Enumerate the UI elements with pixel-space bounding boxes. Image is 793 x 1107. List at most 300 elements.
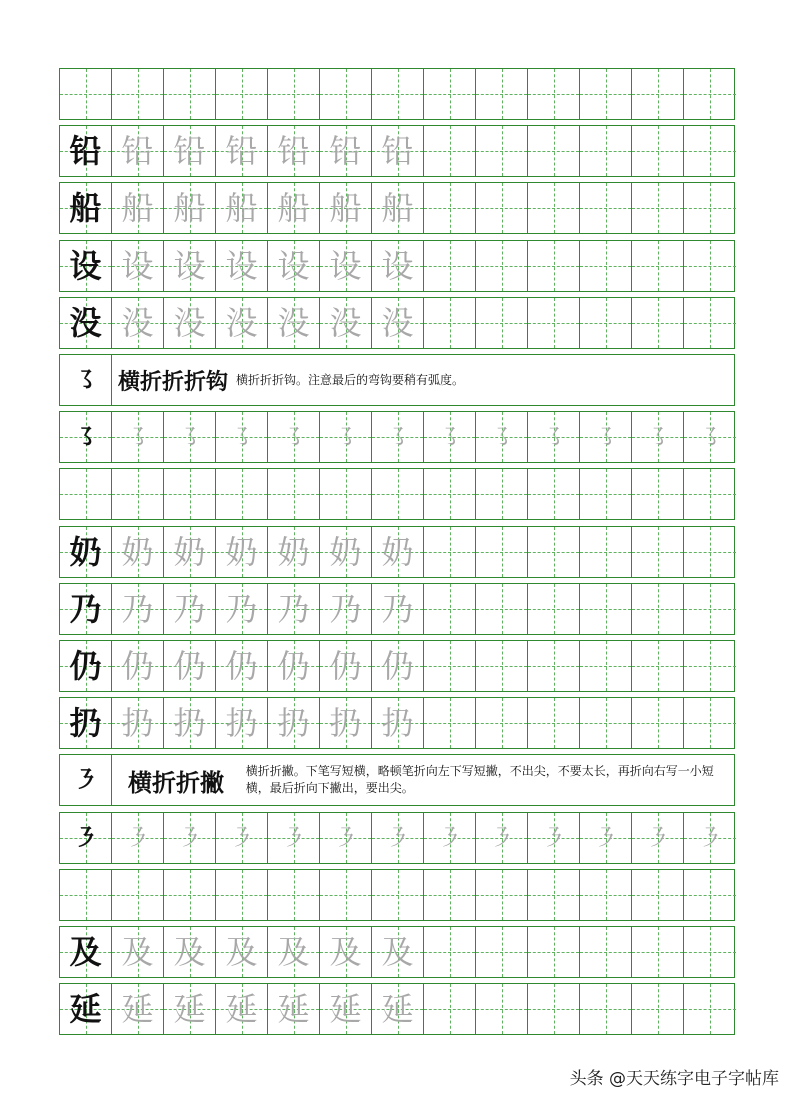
grid-cell xyxy=(216,813,268,863)
grid-cell xyxy=(320,183,372,233)
trace-character: ㇌ xyxy=(698,423,722,451)
grid-cell xyxy=(112,412,164,462)
grid-cell xyxy=(268,469,320,519)
grid-cell xyxy=(580,241,632,291)
grid-cell xyxy=(320,298,372,348)
grid-cell xyxy=(528,69,580,119)
grid-cell xyxy=(60,813,112,863)
trace-character: 铅 xyxy=(381,132,414,170)
grid-cell xyxy=(60,870,112,920)
grid-cell xyxy=(684,641,736,691)
grid-cell xyxy=(424,412,476,462)
grid-cell xyxy=(632,298,684,348)
trace-character: 铅 xyxy=(173,132,206,170)
grid-cell xyxy=(164,298,216,348)
grid-cell xyxy=(320,241,372,291)
grid-cell xyxy=(164,813,216,863)
grid-cell xyxy=(424,241,476,291)
trace-character: 及 xyxy=(277,933,310,971)
grid-cell xyxy=(164,584,216,634)
trace-character: ㇋ xyxy=(177,824,202,852)
grid-cell xyxy=(60,183,112,233)
grid-cell xyxy=(372,927,424,977)
grid-cell xyxy=(476,641,528,691)
grid-cell xyxy=(164,698,216,748)
trace-character: 扔 xyxy=(277,704,310,742)
grid-row xyxy=(59,411,735,463)
grid-cell xyxy=(424,126,476,176)
trace-character: ㇌ xyxy=(333,423,358,451)
trace-character: 设 xyxy=(381,247,414,285)
grid-row xyxy=(59,68,735,120)
grid-cell xyxy=(372,412,424,462)
grid-cell xyxy=(372,69,424,119)
grid-cell xyxy=(268,412,320,462)
grid-cell xyxy=(164,641,216,691)
trace-character: 铅 xyxy=(121,132,154,170)
trace-character: 船 xyxy=(225,189,258,227)
grid-cell xyxy=(216,412,268,462)
grid-cell xyxy=(60,241,112,291)
grid-cell xyxy=(580,469,632,519)
grid-cell xyxy=(684,813,736,863)
trace-character: ㇋ xyxy=(541,824,566,852)
grid-cell xyxy=(580,698,632,748)
grid-cell xyxy=(684,698,736,748)
grid-cell xyxy=(632,412,684,462)
grid-cell xyxy=(60,584,112,634)
grid-cell xyxy=(580,298,632,348)
grid-cell xyxy=(60,298,112,348)
trace-character: 扔 xyxy=(173,704,206,742)
grid-cell xyxy=(268,641,320,691)
trace-character: 设 xyxy=(121,247,154,285)
trace-character: 扔 xyxy=(225,704,258,742)
trace-character: 铅 xyxy=(277,132,310,170)
grid-cell xyxy=(476,527,528,577)
model-character: 延 xyxy=(69,990,102,1028)
trace-character: 船 xyxy=(173,189,206,227)
grid-cell xyxy=(216,641,268,691)
grid-cell xyxy=(424,984,476,1034)
grid-cell xyxy=(268,126,320,176)
grid-cell xyxy=(424,927,476,977)
grid-cell xyxy=(528,298,580,348)
grid-cell xyxy=(476,69,528,119)
stroke-lesson-row xyxy=(59,754,735,806)
grid-cell xyxy=(112,927,164,977)
grid-cell xyxy=(60,126,112,176)
trace-character: 奶 xyxy=(381,533,414,571)
trace-character: 乃 xyxy=(225,590,258,628)
grid-cell xyxy=(476,984,528,1034)
grid-cell xyxy=(320,469,372,519)
stroke-description: 横折折折钩。注意最后的弯钩要稍有弧度。 xyxy=(236,372,465,387)
grid-cell xyxy=(60,984,112,1034)
grid-cell xyxy=(476,183,528,233)
grid-cell xyxy=(268,870,320,920)
model-character: 奶 xyxy=(69,533,102,571)
grid-cell xyxy=(476,584,528,634)
trace-character: 仍 xyxy=(225,647,258,685)
grid-cell xyxy=(216,183,268,233)
grid-cell xyxy=(528,241,580,291)
grid-cell xyxy=(632,69,684,119)
trace-character: 延 xyxy=(121,990,154,1028)
grid-cell xyxy=(580,641,632,691)
stroke-glyph: ㇌ xyxy=(73,365,98,394)
trace-character: 奶 xyxy=(225,533,258,571)
grid-cell xyxy=(476,298,528,348)
trace-character: ㇌ xyxy=(593,423,618,451)
model-character: 船 xyxy=(69,189,102,227)
grid-cell xyxy=(424,527,476,577)
grid-cell xyxy=(216,298,268,348)
grid-cell xyxy=(112,813,164,863)
trace-character: 延 xyxy=(173,990,206,1028)
grid-cell xyxy=(268,527,320,577)
grid-cell xyxy=(60,927,112,977)
grid-cell xyxy=(528,412,580,462)
grid-row xyxy=(59,869,735,921)
grid-cell xyxy=(112,584,164,634)
grid-cell xyxy=(684,584,736,634)
grid-cell xyxy=(372,984,424,1034)
trace-character: 没 xyxy=(381,304,414,342)
grid-cell xyxy=(320,412,372,462)
trace-character: 铅 xyxy=(329,132,362,170)
grid-cell xyxy=(164,984,216,1034)
trace-character: ㇌ xyxy=(229,423,254,451)
grid-cell xyxy=(164,241,216,291)
grid-row xyxy=(59,583,735,635)
grid-cell xyxy=(320,126,372,176)
grid-cell xyxy=(216,927,268,977)
model-character: 及 xyxy=(69,933,102,971)
grid-cell xyxy=(320,527,372,577)
grid-row xyxy=(59,640,735,692)
grid-cell xyxy=(684,183,736,233)
grid-cell xyxy=(684,469,736,519)
grid-cell xyxy=(424,641,476,691)
trace-character: ㇋ xyxy=(489,824,514,852)
grid-cell xyxy=(424,298,476,348)
watermark-footer xyxy=(570,1064,779,1089)
grid-cell xyxy=(60,698,112,748)
trace-character: 铅 xyxy=(225,132,258,170)
stroke-glyph: ㇋ xyxy=(73,765,98,794)
stroke-cell xyxy=(60,355,112,405)
model-character: 扔 xyxy=(69,704,102,742)
grid-cell xyxy=(216,241,268,291)
model-character: ㇌ xyxy=(73,422,98,451)
trace-character: ㇋ xyxy=(698,824,722,852)
grid-cell xyxy=(580,927,632,977)
trace-character: ㇌ xyxy=(125,423,150,451)
grid-cell xyxy=(372,870,424,920)
grid-cell xyxy=(580,126,632,176)
trace-character: ㇌ xyxy=(281,423,306,451)
model-character: ㇋ xyxy=(73,823,98,852)
grid-cell xyxy=(580,870,632,920)
grid-cell xyxy=(216,984,268,1034)
stroke-title: 横折折折钩 xyxy=(118,368,229,395)
grid-cell xyxy=(372,698,424,748)
grid-cell xyxy=(216,698,268,748)
grid-cell xyxy=(424,183,476,233)
grid-cell xyxy=(684,984,736,1034)
grid-cell xyxy=(580,584,632,634)
grid-cell xyxy=(476,698,528,748)
grid-cell xyxy=(424,69,476,119)
trace-character: 没 xyxy=(225,304,258,342)
trace-character: 没 xyxy=(277,304,310,342)
grid-cell xyxy=(268,813,320,863)
trace-character: ㇋ xyxy=(333,824,358,852)
grid-cell xyxy=(528,126,580,176)
trace-character: 扔 xyxy=(381,704,414,742)
stroke-lesson-row xyxy=(59,354,735,406)
trace-character: 乃 xyxy=(329,590,362,628)
grid-row xyxy=(59,526,735,578)
grid-cell xyxy=(632,584,684,634)
grid-cell xyxy=(372,527,424,577)
trace-character: 设 xyxy=(173,247,206,285)
trace-character: 奶 xyxy=(173,533,206,571)
grid-cell xyxy=(164,412,216,462)
trace-character: 设 xyxy=(225,247,258,285)
grid-cell xyxy=(684,870,736,920)
grid-cell xyxy=(164,126,216,176)
grid-row xyxy=(59,926,735,978)
grid-cell xyxy=(528,698,580,748)
grid-cell xyxy=(216,69,268,119)
trace-character: 船 xyxy=(381,189,414,227)
grid-cell xyxy=(60,641,112,691)
trace-character: 延 xyxy=(277,990,310,1028)
trace-character: 及 xyxy=(173,933,206,971)
grid-cell xyxy=(476,126,528,176)
grid-cell xyxy=(268,241,320,291)
trace-character: 乃 xyxy=(173,590,206,628)
grid-cell xyxy=(632,984,684,1034)
grid-cell xyxy=(580,183,632,233)
grid-row xyxy=(59,468,735,520)
grid-row xyxy=(59,697,735,749)
grid-cell xyxy=(320,641,372,691)
grid-cell xyxy=(580,813,632,863)
grid-cell xyxy=(424,698,476,748)
grid-cell xyxy=(60,69,112,119)
trace-character: ㇌ xyxy=(645,423,670,451)
grid-cell xyxy=(112,183,164,233)
grid-cell xyxy=(476,870,528,920)
grid-cell xyxy=(164,927,216,977)
model-character: 铅 xyxy=(69,132,102,170)
grid-cell xyxy=(632,927,684,977)
grid-cell xyxy=(268,298,320,348)
trace-character: ㇋ xyxy=(437,824,462,852)
grid-cell xyxy=(164,469,216,519)
model-character: 设 xyxy=(69,247,102,285)
grid-cell xyxy=(528,927,580,977)
grid-cell xyxy=(320,69,372,119)
grid-cell xyxy=(268,584,320,634)
grid-cell xyxy=(60,527,112,577)
grid-row xyxy=(59,983,735,1035)
trace-character: 及 xyxy=(329,933,362,971)
grid-cell xyxy=(528,584,580,634)
grid-cell xyxy=(112,69,164,119)
trace-character: ㇌ xyxy=(437,423,462,451)
grid-row xyxy=(59,240,735,292)
trace-character: 及 xyxy=(381,933,414,971)
grid-cell xyxy=(216,527,268,577)
grid-row xyxy=(59,125,735,177)
grid-cell xyxy=(112,641,164,691)
trace-character: ㇋ xyxy=(229,824,254,852)
grid-cell xyxy=(528,813,580,863)
trace-character: 奶 xyxy=(121,533,154,571)
grid-cell xyxy=(216,469,268,519)
grid-cell xyxy=(216,584,268,634)
trace-character: 设 xyxy=(277,247,310,285)
model-character: 没 xyxy=(69,304,102,342)
grid-cell xyxy=(320,984,372,1034)
grid-cell xyxy=(112,126,164,176)
grid-cell xyxy=(216,126,268,176)
grid-cell xyxy=(320,870,372,920)
grid-cell xyxy=(632,870,684,920)
trace-character: 延 xyxy=(381,990,414,1028)
grid-cell xyxy=(580,527,632,577)
grid-row xyxy=(59,182,735,234)
stroke-description: 横折折撇。下笔写短横，略顿笔折向左下写短撇，不出尖，不要太长，再折向右写一小短横，最后折向下撇出，要出尖。 xyxy=(245,764,714,795)
grid-cell xyxy=(424,469,476,519)
trace-character: 延 xyxy=(225,990,258,1028)
grid-cell xyxy=(112,241,164,291)
grid-cell xyxy=(684,241,736,291)
grid-cell xyxy=(268,69,320,119)
grid-cell xyxy=(320,584,372,634)
trace-character: 乃 xyxy=(121,590,154,628)
grid-cell xyxy=(632,527,684,577)
trace-character: 船 xyxy=(329,189,362,227)
trace-character: ㇋ xyxy=(281,824,306,852)
trace-character: 仍 xyxy=(121,647,154,685)
grid-cell xyxy=(372,469,424,519)
trace-character: 没 xyxy=(173,304,206,342)
stroke-title: 横折折撇 xyxy=(128,767,224,797)
grid-row xyxy=(59,297,735,349)
grid-cell xyxy=(164,183,216,233)
grid-cell xyxy=(372,183,424,233)
grid-cell xyxy=(164,69,216,119)
grid-cell xyxy=(528,984,580,1034)
trace-character: 乃 xyxy=(277,590,310,628)
grid-cell xyxy=(372,298,424,348)
grid-cell xyxy=(632,698,684,748)
trace-character: ㇌ xyxy=(489,423,514,451)
grid-cell xyxy=(268,927,320,977)
trace-character: ㇌ xyxy=(385,423,410,451)
trace-character: ㇋ xyxy=(645,824,670,852)
trace-character: 奶 xyxy=(277,533,310,571)
grid-cell xyxy=(684,412,736,462)
grid-cell xyxy=(684,298,736,348)
trace-character: 设 xyxy=(329,247,362,285)
trace-character: 船 xyxy=(277,189,310,227)
trace-character: 仍 xyxy=(381,647,414,685)
stroke-cell xyxy=(60,755,112,805)
footer-text: 头条 @天天练字电子字帖库 xyxy=(569,1069,779,1089)
grid-cell xyxy=(372,641,424,691)
trace-character: ㇋ xyxy=(593,824,618,852)
trace-character: ㇌ xyxy=(177,423,202,451)
trace-character: 仍 xyxy=(329,647,362,685)
grid-cell xyxy=(580,984,632,1034)
grid-cell xyxy=(632,183,684,233)
model-character: 乃 xyxy=(69,590,102,628)
grid-cell xyxy=(632,813,684,863)
grid-cell xyxy=(112,698,164,748)
grid-cell xyxy=(476,241,528,291)
grid-cell xyxy=(268,183,320,233)
trace-character: 船 xyxy=(121,189,154,227)
grid-cell xyxy=(528,641,580,691)
grid-cell xyxy=(528,870,580,920)
grid-cell xyxy=(372,126,424,176)
grid-cell xyxy=(632,241,684,291)
trace-character: 没 xyxy=(329,304,362,342)
grid-cell xyxy=(476,813,528,863)
grid-cell xyxy=(320,813,372,863)
grid-cell xyxy=(684,126,736,176)
trace-character: 扔 xyxy=(329,704,362,742)
trace-character: 乃 xyxy=(381,590,414,628)
trace-character: 延 xyxy=(329,990,362,1028)
grid-cell xyxy=(528,469,580,519)
grid-row xyxy=(59,812,735,864)
grid-cell xyxy=(164,870,216,920)
grid-cell xyxy=(424,584,476,634)
grid-cell xyxy=(60,412,112,462)
grid-cell xyxy=(632,126,684,176)
grid-cell xyxy=(632,641,684,691)
grid-cell xyxy=(112,984,164,1034)
grid-cell xyxy=(60,469,112,519)
model-character: 仍 xyxy=(69,647,102,685)
grid-cell xyxy=(424,870,476,920)
grid-cell xyxy=(268,698,320,748)
grid-cell xyxy=(580,412,632,462)
trace-character: 及 xyxy=(225,933,258,971)
trace-character: ㇋ xyxy=(385,824,410,852)
grid-cell xyxy=(372,584,424,634)
grid-cell xyxy=(320,927,372,977)
grid-cell xyxy=(528,527,580,577)
grid-cell xyxy=(580,69,632,119)
grid-cell xyxy=(112,527,164,577)
grid-cell xyxy=(528,183,580,233)
grid-cell xyxy=(424,813,476,863)
grid-cell xyxy=(684,527,736,577)
grid-cell xyxy=(164,527,216,577)
trace-character: 扔 xyxy=(121,704,154,742)
grid-cell xyxy=(112,298,164,348)
grid-cell xyxy=(268,984,320,1034)
grid-cell xyxy=(684,69,736,119)
